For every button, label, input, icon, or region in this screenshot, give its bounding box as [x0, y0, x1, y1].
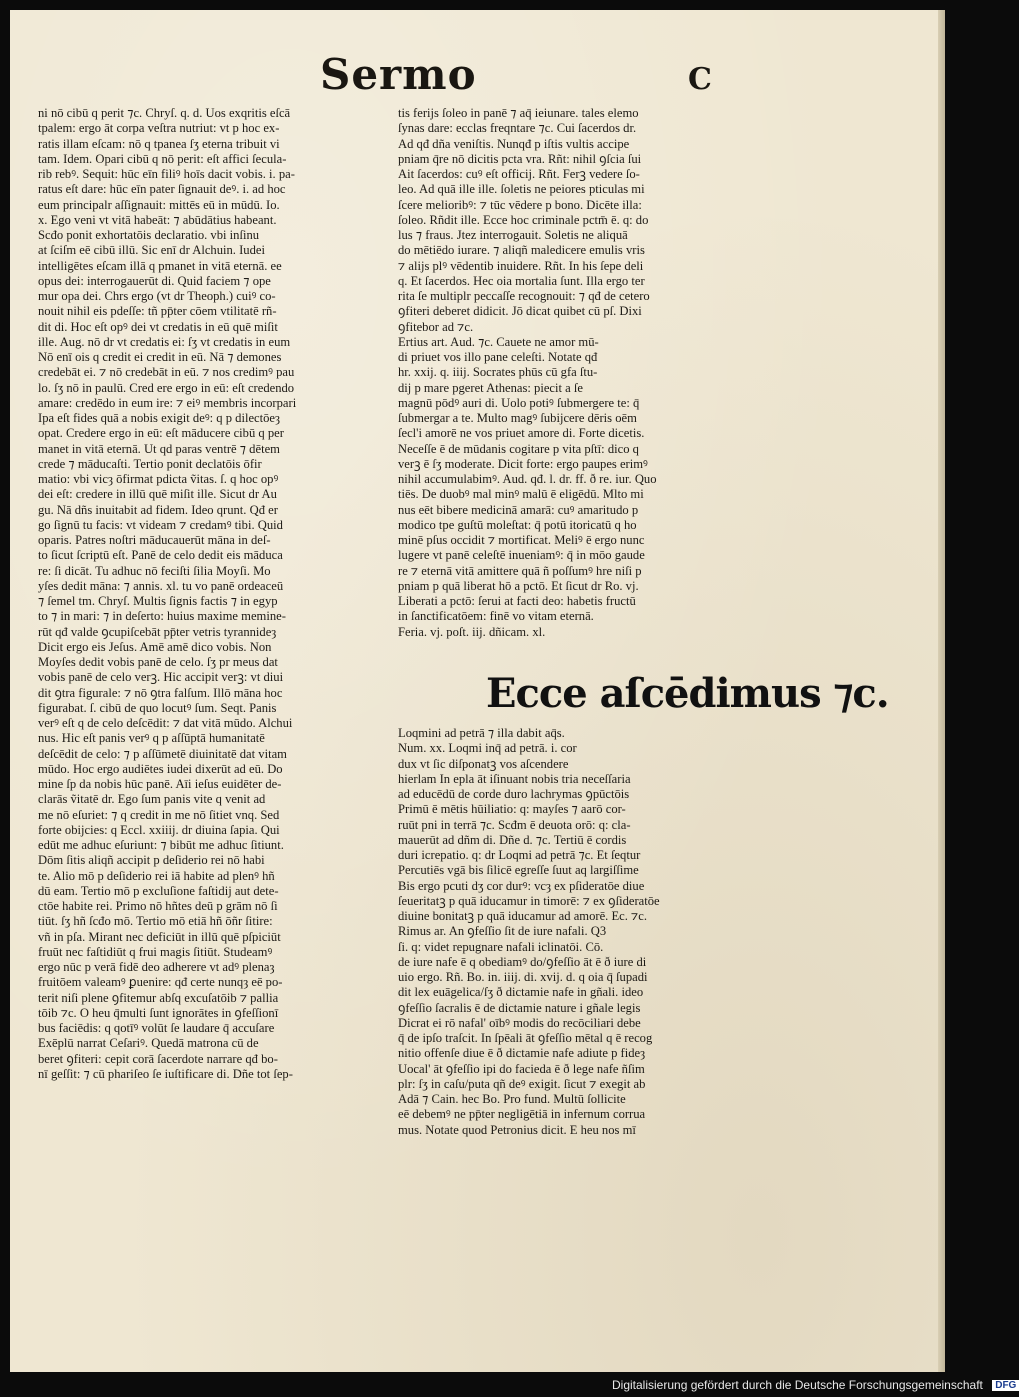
text-line: in ſanctificatōem: finē vo vitam eternā.	[398, 609, 594, 624]
text-line: ille. Aug. nō dr vt credatis ei: ſʒ vt credatis in eum	[38, 334, 291, 349]
footer-credit-text: Digitalisierung gefördert durch die Deutsche Forschungsgemeinschaft	[612, 1378, 983, 1392]
text-line: Liberati a pctō: ſerui at facti deo: habetis fructū	[398, 594, 636, 608]
text-line: Ertius art. Aud. ⁊c. Cauete ne amor mū-	[398, 334, 599, 349]
text-line: Rimus ar. An ꝯfeſſio ſit de iure nafali. Q3	[398, 924, 607, 939]
text-line: matio: vbi vicȝ ōfirmat pdicta ṽitas. ſ. q hoc opꝰ	[38, 472, 279, 486]
text-line: to ⁊ in mari: ⁊ in deſerto: huius maxime memine-	[38, 609, 286, 624]
text-line: crede ⁊ māducaſti. Tertio ponit declatōis ōfir	[38, 456, 262, 471]
text-line: Neceſſe ē de mūdanis cogitare p vita pſtī: dico q	[398, 441, 639, 456]
text-line: ratis illam eſcam: nō q tpanea ſʒ eterna tribuit vi	[38, 136, 280, 151]
text-line: beret ꝯfiteri: cepit corā ſacerdote narrare qđ bo-	[38, 1051, 278, 1066]
text-line: Exēplū narrat Ceſariꝰ. Quedā matrona cū de	[38, 1036, 259, 1051]
section-heading: Ecce aſcēdimus ⁊c.	[486, 670, 889, 717]
text-line: pniam p quā liberat hō a pctō. Et ſicut dr Ro. vj.	[398, 578, 639, 593]
text-line: credebāt ei. ⁊ nō credebāt in eū. ⁊ nos credimꝰ pau	[38, 365, 295, 380]
text-line: nitio offenſe diue ē ð dictamie nafe adiute p fideȝ	[398, 1046, 646, 1061]
text-line: ſcere melioribꝰ: ⁊ tūc vēdere p bono. Dicēte illa:	[398, 197, 642, 212]
text-line: fruūt nec faſtidiūt q frui magis ſitiūt. Studeamꝰ	[38, 944, 273, 959]
text-line: lus ⁊ fraus. Jtez interrogauit. Soletis ne aliquā	[398, 228, 628, 242]
text-line: eum principalr aſſignauit: mittēs eū in mūdū. Io.	[38, 197, 280, 212]
text-line: ſecl'i amorē ne vos priuet amore di. Forte dicetis.	[398, 426, 645, 441]
text-line: ꝯfitebor ad ⁊c.	[398, 319, 474, 334]
text-line: Loqmini ad petrā ⁊ illa dabit aq̄s.	[398, 726, 565, 740]
text-line: me nō eſuriet: ⁊ q credit in me nō ſitiet vnq. Sed	[38, 807, 280, 822]
text-line: ergo nūc p verā fidē deo adherere vt adꝰ plenaȝ	[38, 960, 275, 974]
text-line: tiūt. ſʒ hñ ſcđo mō. Tertio mō etiā hñ ōñr ſitire:	[38, 914, 273, 929]
text-line: plr: ſʒ in caſu/puta qñ deꝰ exigit. ſicut ⁊ exegit ab	[398, 1076, 646, 1091]
text-line: Num. xx. Loqmi inq̄ ad petrā. i. cor	[398, 741, 577, 756]
text-line: tpalem: ergo āt corpa veſtra nutriut: vt p hoc ex-	[38, 121, 280, 136]
text-line: ctōe habite rei. Primo nō hñtes deū p grām nō ſi	[38, 899, 278, 913]
text-line: ꝯfeſſio ſacralis ē de dictamie nature i gñale legis	[398, 1000, 641, 1015]
text-line: lugere vt panē celeſtē inueniamꝰ: q̄ in mōo gaude	[398, 548, 645, 563]
text-line: x. Ego veni vt vitā habeāt: ⁊ abūdātius habeant.	[38, 212, 277, 227]
text-line: nihil accumulabimꝰ. Aud. qđ. l. dr. ff. ð re. iur. Quo	[398, 472, 657, 486]
text-line: nus eēt bibere medicinā amarā: cuꝰ amaritudo p	[398, 502, 639, 517]
text-line: nouit nihil eis pdeſſe: tñ pp̄ter cōem vtilitatē rñ-	[38, 304, 277, 319]
text-line: ad educēdū de corde duro lachrymas ꝯpūctōis	[398, 787, 630, 801]
text-line: Adā ⁊ Cain. hec Bo. Pro fund. Multū ſollicite	[398, 1092, 626, 1106]
text-line: opat. Credere ergo in eū: eſt māducere cibū q per	[38, 426, 284, 441]
text-line: dux vt ſic diſponatꝫ vos aſcendere	[398, 756, 569, 771]
text-line: di priuet vos illo pane celeſti. Notate qđ	[398, 350, 598, 364]
running-head-title: Sermo	[320, 50, 477, 99]
text-line: manet in vitā eternā. Ut qd paras ventrē ⁊ dētem	[38, 441, 280, 456]
text-line: pniam q̄re nō dicitis pcta vra. Rñt: nihil ꝯſcia ſui	[398, 151, 642, 166]
text-line: diuine bonitatꝫ p quā iducamur ad amorē. Ec. ⁊c.	[398, 909, 647, 923]
text-line: Ipa eſt fides quā a nobis exigit deꝰ: q p dilectōeȝ	[38, 411, 281, 425]
text-line: dij p mare pgeret Athenas: piecit a ſe	[398, 380, 583, 395]
text-line: Bis ergo pcuti dʒ cor durꝰ: vcȝ ex pſideratōe diue	[398, 878, 645, 893]
text-line: bus faciēdis: q qotīꝰ volūt ſe laudare q̄ accuſare	[38, 1021, 275, 1035]
text-line: ſubmergar a te. Multo magꝰ ſubijcere dēris oēm	[398, 411, 637, 425]
text-line: figurabat. ſ. cibū de quo locutꝰ ſum. Seqt. Panis	[38, 700, 277, 715]
text-line: Nō enī ois q credit ei credit in eū. Nā ⁊ demones	[38, 350, 282, 364]
text-line: Scđo ponit exhortatōis declaratio. vbi inſinu	[38, 228, 260, 242]
text-line: hr. xxij. q. iiij. Socrates phūs cū gfa ſtu-	[398, 365, 598, 380]
text-line: terit niſi plene ꝯfitemur abſq excuſatōib ⁊ pallia	[38, 990, 279, 1005]
text-line: tiēs. De duobꝰ mal minꝰ malū ē eligēdū. Mlto mi	[398, 487, 644, 502]
text-line: rūt qđ valde ꝯcupiſcebāt pp̄ter vetris tyrannideȝ	[38, 624, 277, 639]
text-line: ſynas dare: ecclas freqntare ⁊c. Cui ſacerdos dr.	[398, 121, 637, 136]
text-line: re: ſi dicāt. Tu adhuc nō feciſti ſilia Moyſi. Mo	[38, 563, 271, 578]
text-line: oparis. Patres noſtri māducauerūt māna in deſ-	[38, 533, 271, 547]
text-line: mus. Notate quod Petronius dicit. E heu nos mī	[398, 1122, 636, 1137]
text-line: ſoleo. Rñdit ille. Ecce hoc criminale pctm̄ ē. q: do	[398, 212, 649, 227]
text-line: uio ergo. Rñ. Bo. in. iiij. di. xvij. d. q oia q̄ ſupadi	[398, 970, 648, 984]
text-line: rib rebꝰ. Sequit: hūc eīn filiꝰ hoīs dacit vobis. i. pa-	[38, 167, 295, 181]
text-line: to ſicut ſcriptū eſt. Panē de celo dedit eis māduca	[38, 548, 283, 563]
text-line: Dicit ergo eis Jeſus. Amē amē dico vobis. Non	[38, 639, 272, 654]
text-line: clarās ṽitatē dr. Ego ſum panis vite q venit ad	[38, 792, 266, 807]
text-line: Ait ſacerdos: cuꝰ eſt officij. Rñt. Ferꝫ vedere ſo-	[398, 167, 640, 181]
text-line: re ⁊ eternā vitā amittere quā ñ poſſumꝰ hre niſi p	[398, 563, 642, 578]
text-line: ⁊ alijs plꝰ vēdentib inuidere. Rñt. In his ſepe deli	[398, 258, 644, 273]
text-line: ſeueritatꝫ p quā iducamur in timorē: ⁊ ex ꝯſideratōe	[398, 893, 660, 908]
text-line: edūt me adhuc eſuriunt: ⁊ bibūt me adhuc ſitiunt.	[38, 838, 284, 852]
text-line: dū eam. Tertio mō p excluſione faſtidij aut dete-	[38, 883, 279, 898]
text-line: vobis panē de celo verꝫ. Hic accipit verꝫ: vt diui	[38, 670, 284, 685]
text-line: magnū pōdꝰ auri di. Uolo potiꝰ ſubmergere te: q̄	[398, 395, 640, 410]
text-line: Primū ē mētis hūiliatio: q: mayſes ⁊ aarō cor-	[398, 802, 626, 817]
text-line: intelligētes eſcam illā q pmanet in vitā eternā. ee	[38, 258, 282, 273]
text-line: minē pſus occidit ⁊ mortificat. Meliꝰ ē ergo nunc	[398, 533, 645, 547]
text-line: gu. Nā dñs inuitabit ad fidem. Ideo qrunt. Qđ er	[38, 502, 278, 517]
text-line: Uocal' āt ꝯfeſſio ipi do facieda ē ð lege nafe ñſim	[398, 1061, 645, 1076]
left-text-column	[38, 106, 388, 1082]
text-line: Dōm ſitis aliqñ accipit p deſiderio rei nō habi	[38, 853, 265, 868]
text-line: mine ſp da nobis hūc panē. Aīi ieſus euidēter de-	[38, 777, 282, 791]
text-line: modico tpe guſtū moleſtat: q̄ potū itoricatū q ho	[398, 517, 637, 532]
text-line: yſes dedit māna: ⁊ annis. xl. tu vo panē ordeaceū	[38, 578, 284, 593]
text-line: Ad qđ dña veniſtis. Nunqđ p iſtis vultis accipe	[398, 136, 630, 151]
text-line: dit lex euāgelica/ſʒ ð dictamie nafe in gñali. ideo	[398, 985, 644, 1000]
text-line: rita ſe multiplr peccaſſe recognouit: ⁊ qđ de cetero	[398, 289, 650, 303]
text-line: dit di. Hoc eſt opꝰ dei vt credatis in eū quē miſit	[38, 319, 278, 334]
text-line: ruūt pni in terrā ⁊c. Scđm ē deuota orō: q: cla-	[398, 817, 631, 832]
text-line: Feria. vj. poſt. iij. dñicam. xl.	[398, 624, 546, 639]
text-line: deſcēdit de celo: ⁊ p aſſūmetē diuinitatē dat vitam	[38, 746, 287, 761]
text-line: at ſciſm eē cibū illū. Sic enī dr Alchuin. Iudei	[38, 243, 265, 258]
text-line: ꝯfiteri deberet didicit. Jō dicat quibet cū pſ. Dixi	[398, 304, 642, 319]
right-text-column-bottom	[398, 726, 753, 1138]
text-line: ni nō cibū q perit ⁊c. Chryſ. q. d. Uos exqritis eſcā	[38, 106, 291, 120]
text-line: forte obijcies: q Eccl. xxiiij. dr diuina ſapia. Qui	[38, 822, 280, 837]
text-line: amare: credēdo in eum ire: ⁊ eiꝰ membris incorpari	[38, 395, 297, 410]
text-line: nī geſſit: ⁊ cū phariſeo ſe iuſtificare di. Dñe tot ſep-	[38, 1066, 293, 1081]
text-line: nus. Hic eſt panis verꝰ q p aſſūptā humanitatē	[38, 731, 265, 746]
text-line: de iure nafe ē q obediamꝰ do/ꝯfeſſio āt ē ð iure di	[398, 954, 647, 969]
text-line: opus dei: interrogauerūt di. Quid faciem ⁊ ope	[38, 273, 271, 288]
text-line: mauerūt ad dñm di. Dñe d. ⁊c. Tertiū ē cordis	[398, 832, 627, 847]
page-edge	[938, 10, 945, 1372]
text-line: eē debemꝰ ne pp̄ter negligētiā in infernum corrua	[398, 1107, 646, 1122]
footer-credit	[612, 1378, 1019, 1392]
text-line: leo. Ad quā ille ille. ſoletis ne peiores pticulas mi	[398, 182, 645, 197]
folio-mark: C	[688, 62, 712, 97]
text-line: ⁊ ſemel tm. Chryſ. Multis ſignis factis ⁊ in egyp	[38, 594, 278, 608]
text-line: do mētiēdo iurare. ⁊ aliqñ maledicere emulis vris	[398, 243, 645, 258]
text-line: mur opa dei. Chrs ergo (vt dr Theoph.) cuiꝰ co-	[38, 289, 276, 303]
text-line: go ſignū tu facis: vt videam ⁊ credamꝰ tibi. Quid	[38, 517, 283, 532]
text-line: verꝫ ē ſʒ moderate. Dicit forte: ergo paupes erimꝰ	[398, 456, 648, 471]
text-line: Moyſes dedit vobis panē de celo. ſʒ pr meus dat	[38, 655, 278, 669]
text-line: fruitōem valeamꝰ ꝑuenire: qđ certe nunqȝ eē po-	[38, 975, 283, 990]
text-line: mūdo. Hoc ergo audiētes iudei dixerūt ad eū. Do	[38, 761, 283, 776]
text-line: Dicrat ei rō nafal' oībꝰ modis do recōciliari debe	[398, 1015, 641, 1030]
text-line: dei eſt: credere in illū quē miſit ille. Sicut dr Au	[38, 487, 277, 502]
text-line: duri icrepatio. q: dr Loqmi ad petrā ⁊c. Et ſeqtur	[398, 848, 641, 862]
text-line: q̄ de ipſo traſcit. In ſpēali āt ꝯfeſſio mētal q ē recog	[398, 1031, 653, 1045]
text-line: Percutiēs vgā bis ſilicē egreſſe ſuut aq largiſſime	[398, 863, 639, 878]
text-line: q. Et ſacerdos. Hec oia mortalia ſunt. Illa ergo ter	[398, 273, 645, 288]
right-text-column-top	[398, 106, 753, 640]
text-line: ſi. q: videt repugnare nafali iclinatōi. Cō.	[398, 939, 604, 954]
text-line: te. Alio mō p deſiderio rei iā habite ad plenꝰ hñ	[38, 868, 275, 883]
text-line: dit ꝯtra figurale: ⁊ nō ꝯtra falſum. Illō māna hoc	[38, 685, 283, 700]
document-page	[10, 10, 945, 1372]
dfg-logo: DFG	[992, 1380, 1019, 1391]
text-line: vñ in pſa. Mirant nec deficiūt in illū quē pſpiciūt	[38, 929, 281, 944]
text-line: ratus eſt dare: hūc eīn pater ſignauit deꝰ. i. ad hoc	[38, 182, 286, 197]
text-line: tam. Idem. Opari cibū q nō perit: eſt affici ſecula-	[38, 151, 287, 166]
text-line: lo. ſʒ nō in paulū. Cred ere ergo in eū: eſt credendo	[38, 380, 295, 395]
text-line: verꝰ eſt q de celo deſcēdit: ⁊ dat vitā mūdo. Alchui	[38, 716, 293, 730]
text-line: hierlam In epla āt iſinuant nobis tria neceſſaria	[398, 771, 631, 786]
text-line: tōib ⁊c. O heu q̄multi ſunt ignorātes in ꝯfeſſionī	[38, 1005, 279, 1020]
text-line: tis ferijs ſoleo in panē ⁊ aq̄ ieiunare. tales elemo	[398, 106, 639, 120]
